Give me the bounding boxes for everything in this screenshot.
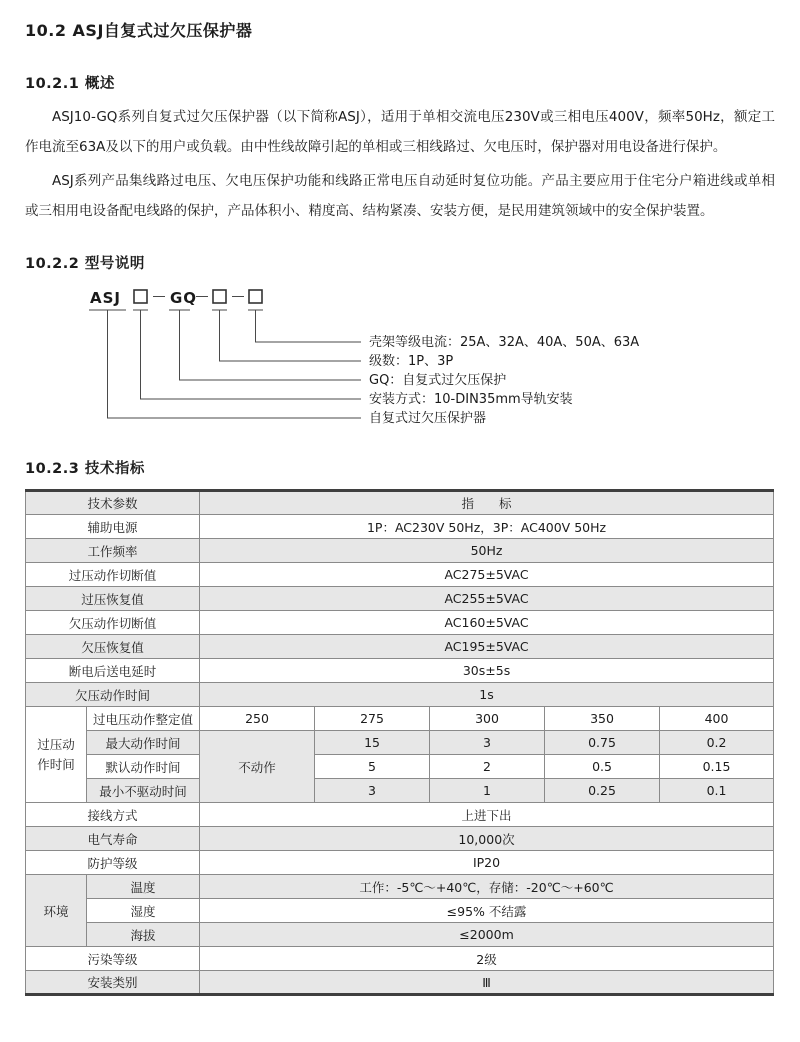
group-label-overvoltage [26,707,87,803]
spec-label: 欠压动作时间 [26,683,200,707]
setting-value: 275 [315,707,430,731]
connector-frame-current [256,310,362,342]
spec-value: Ⅲ [200,971,774,995]
time-value: 0.2 [660,731,774,755]
overview-paragraph-2: ASJ系列产品集线路过电压、欠电压保护功能和线路正常电压自动延时复位功能。产品主要应用于住宅分户箱进线或单相或三相用电设备配电线路的保护，产品体积小、精度高、结构紧凑、安装方便，是民用建筑领域中的安全保护装置。 [25,173,775,219]
setting-value: 400 [660,707,774,731]
overview-paragraph-1: ASJ10-GQ系列自复式过欠压保护器（以下简称ASJ），适用于单相交流电压230V或三相电压400V，频率50Hz，额定工作电流至63A及以下的用户或负载。由中性线故障引起的单相或三相线路过、欠电压时，保护器对用电设备进行保护。 [25,109,775,155]
table-row-wiring [26,803,774,827]
callout-mounting: 安装方式：10-DIN35mm导轨安装 [369,392,573,407]
time-value: 15 [315,731,430,755]
spec-label: 欠压恢复值 [26,635,200,659]
model-blank-box-2 [213,290,226,303]
no-action-cell: 不动作 [200,731,315,803]
group-label-line2: 作时间 [37,756,75,772]
spec-value: IP20 [200,851,774,875]
table-row-aux-power [26,515,774,539]
table-row-pollution [26,947,774,971]
time-value: 0.5 [545,755,660,779]
spec-sublabel: 湿度 [87,899,200,923]
spec-value: 上进下出 [200,803,774,827]
connector-device [108,310,362,418]
page-title: 10.2 ASJ自复式过欠压保护器 [25,21,253,40]
spec-label: 污染等级 [26,947,200,971]
table-header-row [26,491,774,515]
table-row-ov-setting [26,707,774,731]
spec-label: 工作频率 [26,539,200,563]
spec-value: 50Hz [200,539,774,563]
setting-value: 250 [200,707,315,731]
spec-value: AC195±5VAC [200,635,774,659]
spec-value: AC255±5VAC [200,587,774,611]
table-row-power-delay [26,659,774,683]
time-value: 3 [430,731,545,755]
model-blank-box-3 [249,290,262,303]
table-row-default-time [26,755,774,779]
spec-sublabel: 默认动作时间 [87,755,200,779]
specs-heading: 10.2.3 技术指标 [25,461,145,477]
spec-value: ≤2000m [200,923,774,947]
spec-label: 断电后送电延时 [26,659,200,683]
model-blank-box-1 [134,290,147,303]
table-row-humidity [26,899,774,923]
table-row-install-cat [26,971,774,995]
spec-label: 辅助电源 [26,515,200,539]
spec-label: 安装类别 [26,971,200,995]
spec-value: 1s [200,683,774,707]
connector-poles [220,310,362,361]
setting-value: 300 [430,707,545,731]
time-value: 0.1 [660,779,774,803]
table-row-uv-time [26,683,774,707]
callout-device: 自复式过欠压保护器 [369,411,487,426]
spec-sublabel: 最小不驱动时间 [87,779,200,803]
overview-heading: 10.2.1 概述 [25,76,115,92]
time-value: 0.75 [545,731,660,755]
group-label-line1: 过压动 [37,736,75,752]
group-label-environment: 环境 [26,875,87,947]
table-row-ov-cutoff [26,563,774,587]
table-row-life [26,827,774,851]
spec-sublabel: 海拔 [87,923,200,947]
spec-value: 工作：-5℃～+40℃，存储：-20℃～+60℃ [200,875,774,899]
spec-label: 电气寿命 [26,827,200,851]
model-heading: 10.2.2 型号说明 [25,256,145,272]
time-value: 5 [315,755,430,779]
table-row-temperature [26,875,774,899]
setting-value: 350 [545,707,660,731]
spec-sublabel: 最大动作时间 [87,731,200,755]
connector-gq [180,310,362,380]
table-row-frequency [26,539,774,563]
time-value: 0.25 [545,779,660,803]
table-row-uv-cutoff [26,611,774,635]
spec-label: 欠压动作切断值 [26,611,200,635]
spec-label: 接线方式 [26,803,200,827]
spec-sublabel: 温度 [87,875,200,899]
spec-value: 1P：AC230V 50Hz，3P：AC400V 50Hz [200,515,774,539]
table-row-uv-recover [26,635,774,659]
spec-value: ≤95% 不结露 [200,899,774,923]
table-row-ip [26,851,774,875]
table-row-min-time [26,779,774,803]
spec-label: 防护等级 [26,851,200,875]
model-gq-text: GQ [170,289,198,307]
callout-frame-current: 壳架等级电流：25A、32A、40A、50A、63A [369,335,640,350]
model-code-svg [89,285,779,433]
spec-label: 过压恢复值 [26,587,200,611]
specs-table [25,489,774,996]
callout-gq: GQ：自复式过欠压保护 [369,373,507,388]
spec-value: 30s±5s [200,659,774,683]
table-row-max-time [26,731,774,755]
callout-poles: 级数：1P、3P [369,354,454,369]
header-param-cell: 技术参数 [26,491,200,515]
time-value: 3 [315,779,430,803]
spec-value: AC160±5VAC [200,611,774,635]
model-prefix-text: ASJ [90,289,121,307]
time-value: 1 [430,779,545,803]
header-value-cell: 指 标 [200,491,774,515]
time-value: 2 [430,755,545,779]
time-value: 0.15 [660,755,774,779]
spec-value: 10,000次 [200,827,774,851]
spec-value: 2级 [200,947,774,971]
model-code-diagram [89,285,775,433]
table-row-altitude [26,923,774,947]
table-row-ov-recover [26,587,774,611]
spec-label: 过压动作切断值 [26,563,200,587]
spec-value: AC275±5VAC [200,563,774,587]
connector-mounting [141,310,362,399]
spec-sublabel: 过电压动作整定值 [87,707,200,731]
